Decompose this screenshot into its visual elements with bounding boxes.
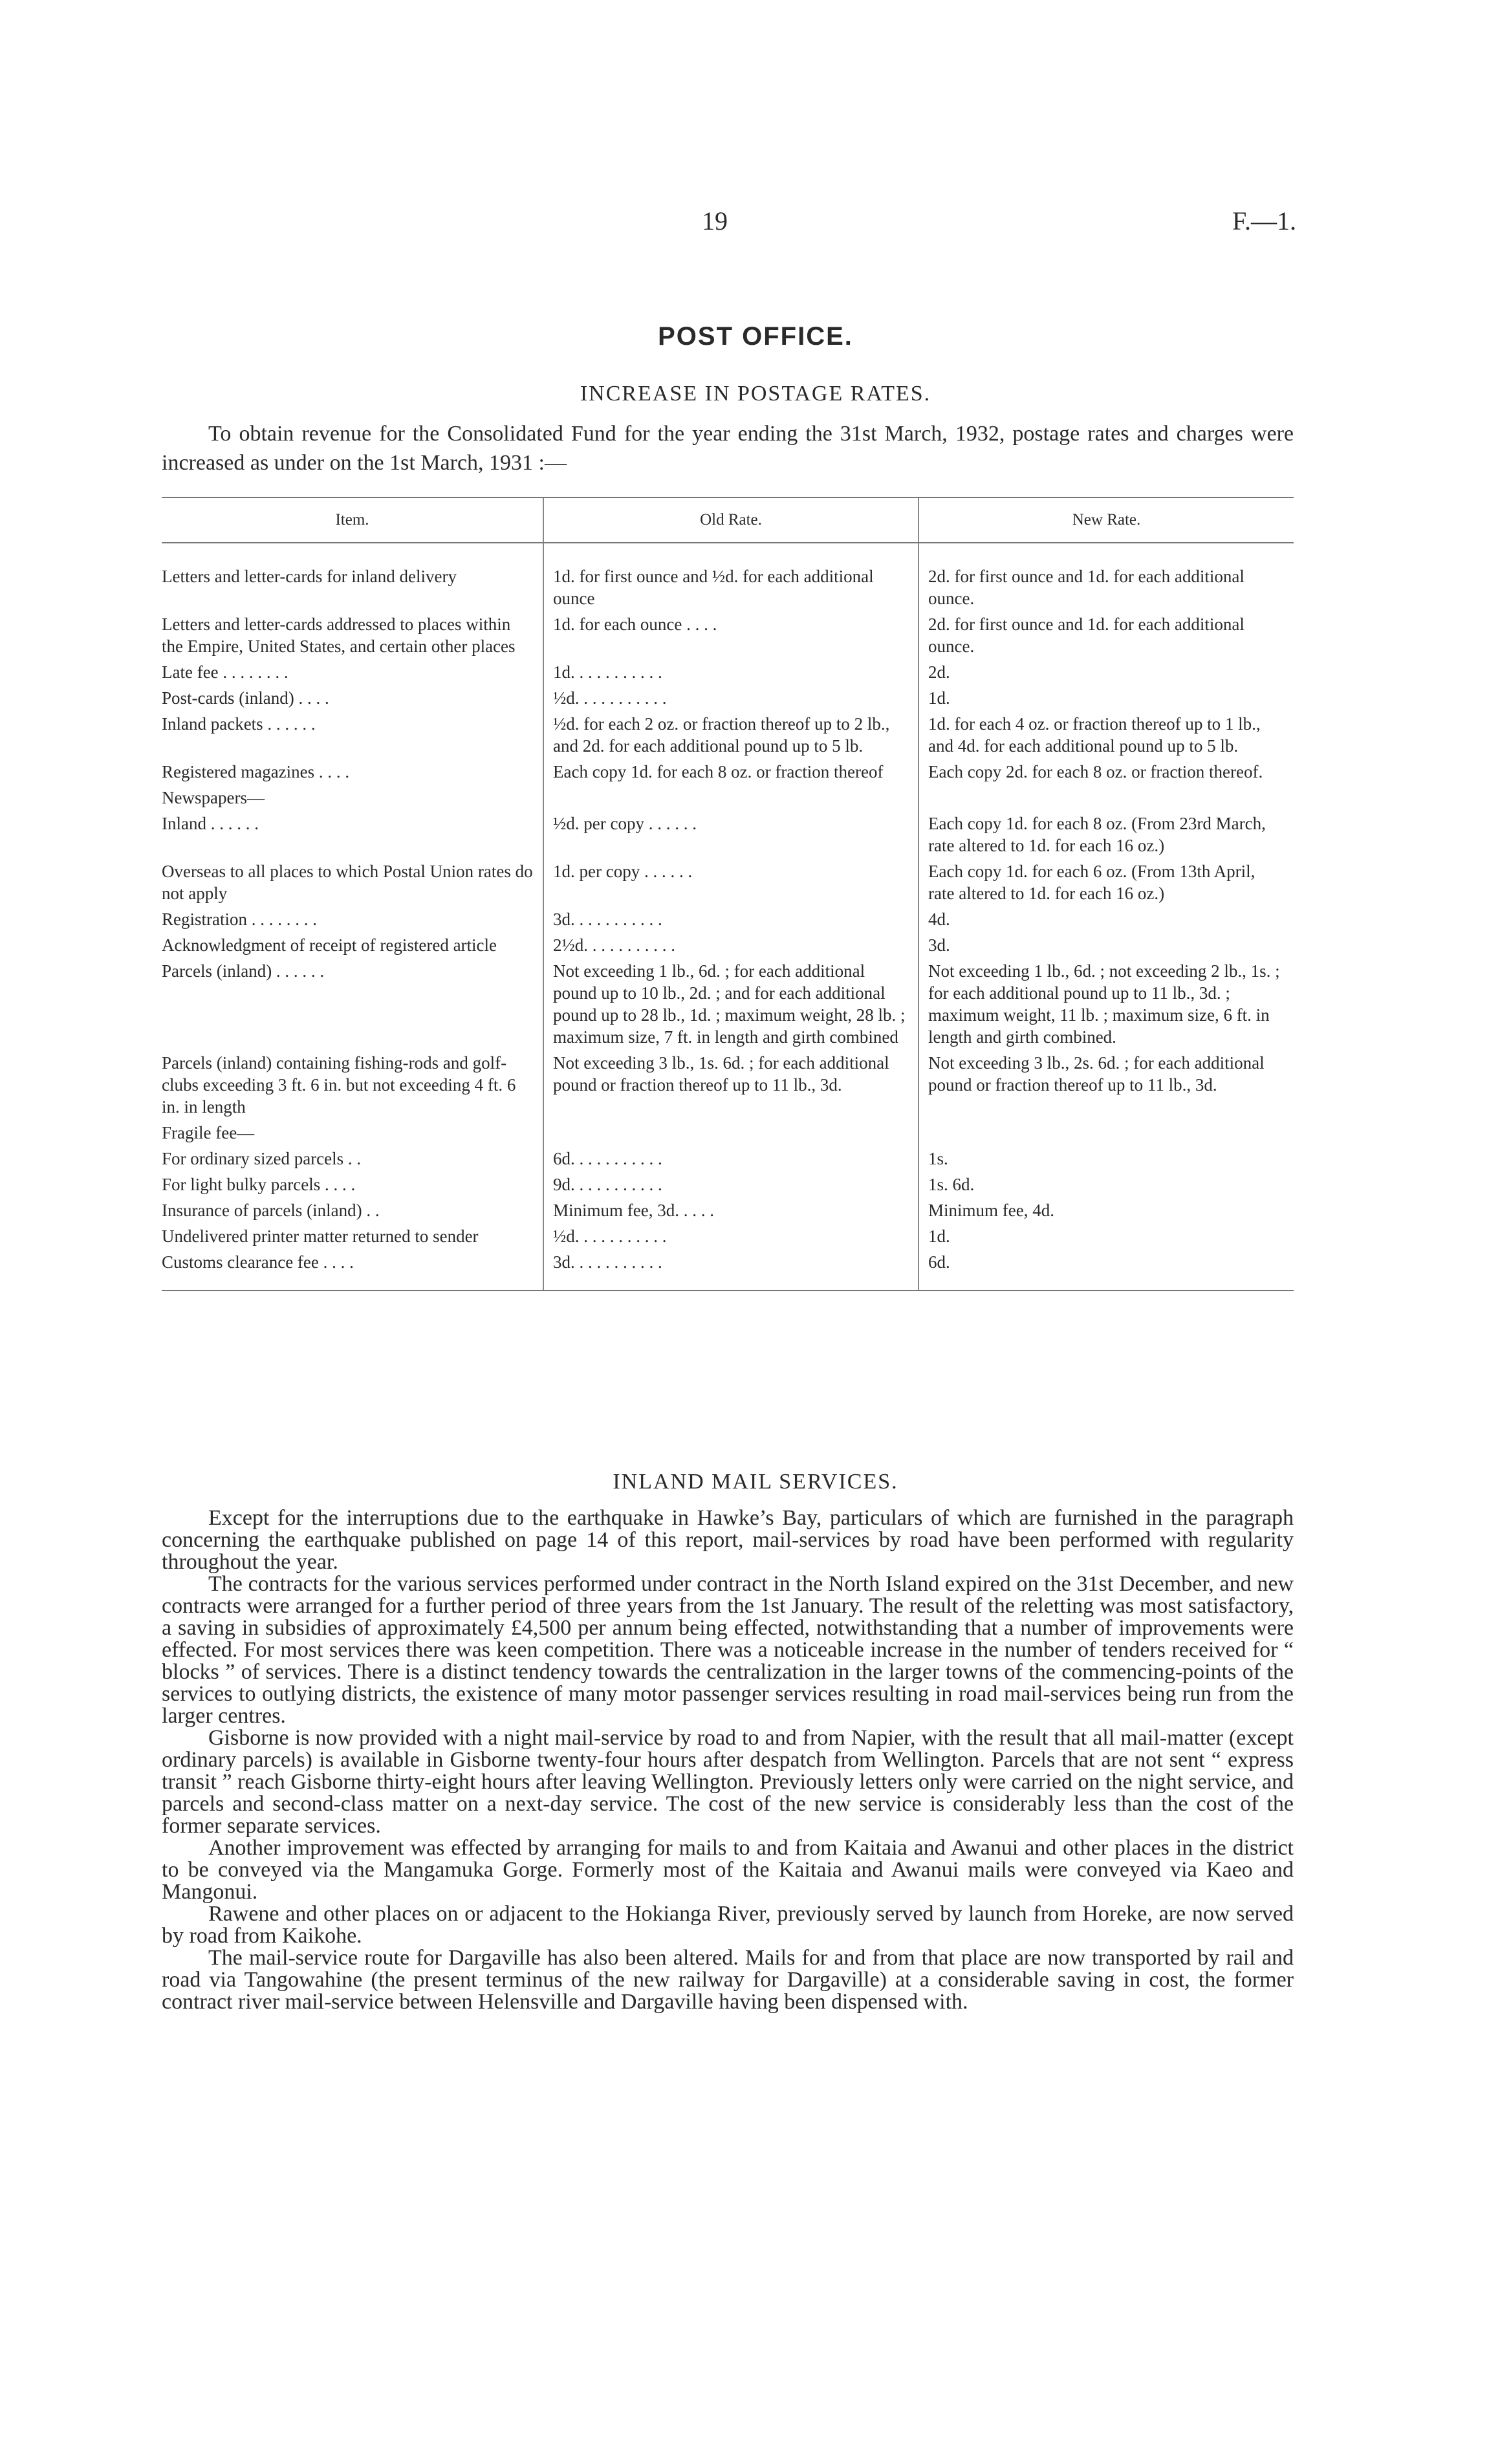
item-cell: Post-cards (inland) . . . . bbox=[162, 688, 329, 708]
new-rate-cell: Each copy 1d. for each 6 oz. (From 13th April, rate altered to 1d. for each 16 oz.) bbox=[919, 860, 1294, 908]
body-paragraph: Rawene and other places on or adjacent to the Hokianga River, previously served by launch from Horeke, are now served by road from Kaikohe. bbox=[162, 1902, 1294, 1948]
table-row bbox=[162, 860, 1294, 908]
page-title: POST OFFICE. bbox=[658, 322, 853, 351]
table-row bbox=[162, 761, 1294, 787]
table-row bbox=[162, 1199, 1294, 1225]
old-rate-cell: Minimum fee, 3d. . . . . bbox=[543, 1199, 919, 1225]
old-rate-cell: Not exceeding 1 lb., 6d. ; for each additional pound up to 10 lb., 2d. ; and for each additional pound up to 28 lb., 1d. ; maximum weight, 28 lb. ; maximum size, 7 ft. in length and girth combined bbox=[543, 960, 919, 1052]
old-rate-cell bbox=[543, 787, 919, 812]
new-rate-cell: 1d. bbox=[919, 1225, 1294, 1251]
old-rate-cell: 1d. for each ounce . . . . bbox=[543, 613, 919, 661]
item-column-header: Item. bbox=[162, 497, 543, 543]
old-rate-cell: 3d. . . . . . . . . . . bbox=[543, 908, 919, 934]
item-cell: Letters and letter-cards addressed to places within the Empire, United States, and certain other places bbox=[162, 615, 516, 656]
item-cell: Acknowledgment of receipt of registered article bbox=[162, 935, 497, 955]
item-cell: Overseas to all places to which Postal Union rates do not apply bbox=[162, 862, 533, 903]
old-rate-cell: Each copy 1d. for each 8 oz. or fraction thereof bbox=[543, 761, 919, 787]
old-rate-cell: 9d. . . . . . . . . . . bbox=[543, 1173, 919, 1199]
new-rate-cell: 6d. bbox=[919, 1251, 1294, 1277]
new-rate-cell: 1d. for each 4 oz. or fraction thereof up to 1 lb., and 4d. for each additional pound up to 5 lb. bbox=[919, 713, 1294, 761]
document-reference: F.—1. bbox=[1232, 206, 1297, 235]
new-rate-cell: 1d. bbox=[919, 687, 1294, 713]
table-row bbox=[162, 1173, 1294, 1199]
old-rate-cell: ½d. per copy . . . . . . bbox=[543, 812, 919, 860]
table-row bbox=[162, 908, 1294, 934]
old-rate-cell: 1d. per copy . . . . . . bbox=[543, 860, 919, 908]
item-cell: Parcels (inland) containing fishing-rods and golf-clubs exceeding 3 ft. 6 in. but not exceeding 4 ft. 6 in. in length bbox=[162, 1053, 516, 1117]
item-cell: Customs clearance fee . . . . bbox=[162, 1252, 354, 1272]
table-row bbox=[162, 1122, 1294, 1148]
table-row bbox=[162, 1052, 1294, 1122]
new-rate-cell: 2d. bbox=[919, 661, 1294, 687]
table-row bbox=[162, 787, 1294, 812]
table-row bbox=[162, 1251, 1294, 1277]
table-row bbox=[162, 661, 1294, 687]
table-row bbox=[162, 687, 1294, 713]
intro-paragraph: To obtain revenue for the Consolidated Fund for the year ending the 31st March, 1932, postage rates and charges were increased as under on the 1st March, 1931 :— bbox=[162, 422, 1294, 475]
new-rate-column-header: New Rate. bbox=[919, 497, 1294, 543]
new-rate-cell: Not exceeding 1 lb., 6d. ; not exceeding 2 lb., 1s. ; for each additional pound up to 11 lb., 3d. ; maximum weight, 11 lb. ; maximum size, 6 ft. in length and girth combined. bbox=[919, 960, 1294, 1052]
old-rate-cell: 3d. . . . . . . . . . . bbox=[543, 1251, 919, 1277]
new-rate-cell: 1s. 6d. bbox=[919, 1173, 1294, 1199]
page-number: 19 bbox=[702, 206, 728, 235]
old-rate-column-header: Old Rate. bbox=[543, 497, 919, 543]
table-row bbox=[162, 812, 1294, 860]
new-rate-cell bbox=[919, 787, 1294, 812]
inland-mail-body bbox=[162, 1507, 1294, 2013]
new-rate-cell: 2d. for first ounce and 1d. for each additional ounce. bbox=[919, 565, 1294, 613]
new-rate-cell: 4d. bbox=[919, 908, 1294, 934]
item-cell: Insurance of parcels (inland) . . bbox=[162, 1201, 380, 1220]
new-rate-cell: Minimum fee, 4d. bbox=[919, 1199, 1294, 1225]
old-rate-cell bbox=[543, 1122, 919, 1148]
item-cell: For light bulky parcels . . . . bbox=[162, 1175, 356, 1194]
item-cell: Late fee . . . . . . . . bbox=[162, 662, 288, 682]
old-rate-cell: 1d. for first ounce and ½d. for each additional ounce bbox=[543, 565, 919, 613]
new-rate-cell: 1s. bbox=[919, 1148, 1294, 1173]
body-paragraph: The contracts for the various services performed under contract in the North Island expired on the 31st December, and new contracts were arranged for a further period of three years from the 1st January. The result of the reletting was most satisfactory, a saving in subsidies of approximately £4,500 per annum being effected, notwithstanding that a number of improvements were effected. For most services there was keen competition. There was a noticeable increase in the number of tenders received for “ blocks ” of services. There is a distinct tendency towards the centralization in the larger towns of the commencing-points of the services to outlying districts, the existence of many motor passenger services resulting in road mail-services being run from the larger centres. bbox=[162, 1572, 1294, 1728]
item-cell: Fragile fee— bbox=[162, 1123, 255, 1142]
item-cell: Registration . . . . . . . . bbox=[162, 910, 317, 929]
old-rate-cell: ½d. for each 2 oz. or fraction thereof up to 2 lb., and 2d. for each additional pound up to 5 lb. bbox=[543, 713, 919, 761]
old-rate-cell: 1d. . . . . . . . . . . bbox=[543, 661, 919, 687]
table-row bbox=[162, 1225, 1294, 1251]
old-rate-cell: Not exceeding 3 lb., 1s. 6d. ; for each additional pound or fraction thereof up to 11 lb., 3d. bbox=[543, 1052, 919, 1122]
new-rate-cell: 2d. for first ounce and 1d. for each additional ounce. bbox=[919, 613, 1294, 661]
old-rate-cell: 2½d. . . . . . . . . . . bbox=[543, 934, 919, 960]
new-rate-cell: 3d. bbox=[919, 934, 1294, 960]
table-row bbox=[162, 613, 1294, 661]
old-rate-cell: ½d. . . . . . . . . . . bbox=[543, 1225, 919, 1251]
item-cell: Undelivered printer matter returned to sender bbox=[162, 1227, 479, 1246]
body-paragraph: The mail-service route for Dargaville has also been altered. Mails for and from that place are now transported by rail and road via Tangowahine (the present terminus of the new railway for Dargaville) at a considerable saving in cost, the former contract river mail-service between Helensville and Dargaville having been dispensed with. bbox=[162, 1946, 1294, 2014]
item-cell: For ordinary sized parcels . . bbox=[162, 1149, 362, 1168]
item-cell: Letters and letter-cards for inland delivery bbox=[162, 567, 457, 586]
inland-mail-heading: INLAND MAIL SERVICES. bbox=[613, 1470, 898, 1494]
item-cell: Registered magazines . . . . bbox=[162, 762, 350, 781]
old-rate-cell: 6d. . . . . . . . . . . bbox=[543, 1148, 919, 1173]
item-cell: Parcels (inland) . . . . . . bbox=[162, 961, 325, 981]
body-paragraph: Except for the interruptions due to the earthquake in Hawke’s Bay, particulars of which are furnished in the paragraph concerning the earthquake published on page 14 of this report, mail-services by road have been performed with regularity throughout the year. bbox=[162, 1506, 1294, 1574]
item-cell: Inland . . . . . . bbox=[162, 814, 259, 833]
table-row bbox=[162, 934, 1294, 960]
table-row bbox=[162, 1148, 1294, 1173]
item-cell: Newspapers— bbox=[162, 788, 265, 807]
table-row bbox=[162, 713, 1294, 761]
table-header-row bbox=[162, 497, 1294, 543]
postage-rates-heading: INCREASE IN POSTAGE RATES. bbox=[580, 382, 931, 406]
table-row bbox=[162, 565, 1294, 613]
new-rate-cell bbox=[919, 1122, 1294, 1148]
new-rate-cell: Each copy 1d. for each 8 oz. (From 23rd March, rate altered to 1d. for each 16 oz.) bbox=[919, 812, 1294, 860]
item-cell: Inland packets . . . . . . bbox=[162, 714, 316, 734]
body-paragraph: Gisborne is now provided with a night mail-service by road to and from Napier, with the result that all mail-matter (except ordinary parcels) is available in Gisborne twenty-four hours after despatch from Wellington. Parcels that are not sent “ express transit ” reach Gisborne thirty-eight hours after leaving Wellington. Previously letters only were carried on the night service, and parcels and second-class matter on a next-day service. The cost of the new service is considerably less than the cost of the former separate services. bbox=[162, 1726, 1294, 1838]
table-row bbox=[162, 960, 1294, 1052]
postage-rates-table bbox=[162, 497, 1294, 1291]
new-rate-cell: Each copy 2d. for each 8 oz. or fraction thereof. bbox=[919, 761, 1294, 787]
body-paragraph: Another improvement was effected by arranging for mails to and from Kaitaia and Awanui and other places in the district to be conveyed via the Mangamuka Gorge. Formerly most of the Kaitaia and Awanui mails were conveyed via Kaeo and Mangonui. bbox=[162, 1836, 1294, 1904]
old-rate-cell: ½d. . . . . . . . . . . bbox=[543, 687, 919, 713]
new-rate-cell: Not exceeding 3 lb., 2s. 6d. ; for each additional pound or fraction thereof up to 11 lb., 3d. bbox=[919, 1052, 1294, 1122]
